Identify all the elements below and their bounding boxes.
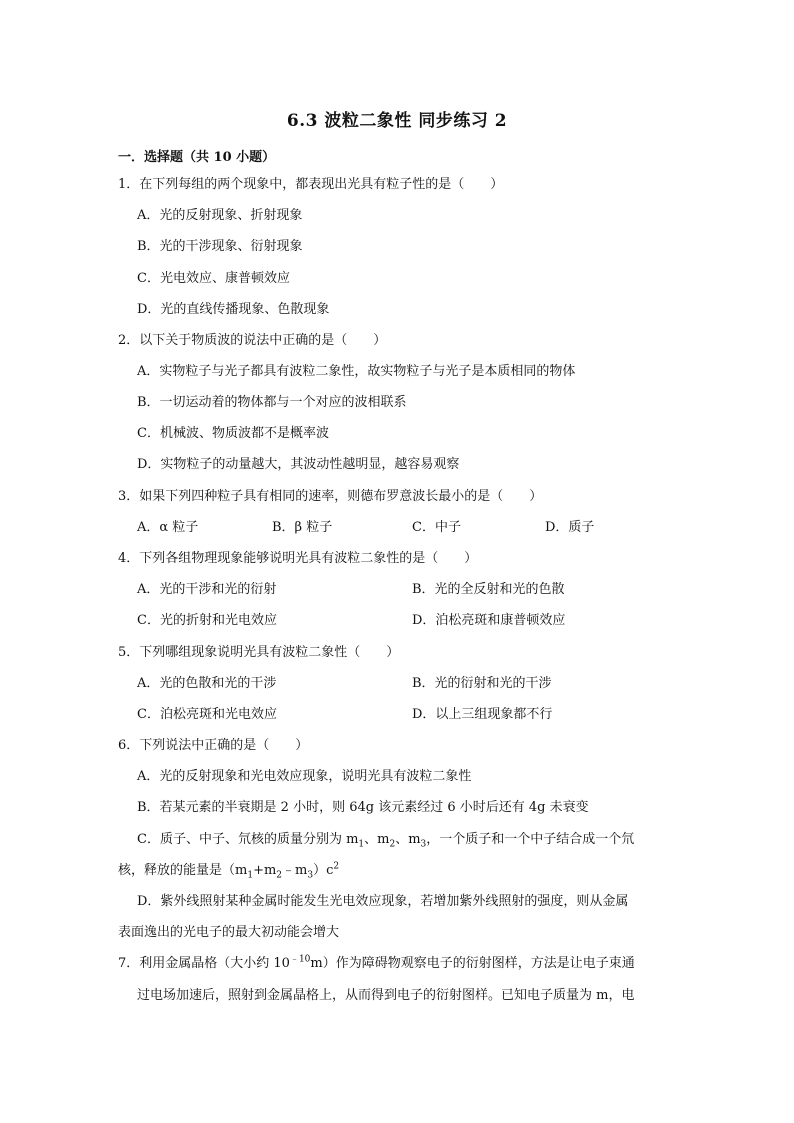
question-7-stem-line-2: 过电场加速后，照射到金属晶格上，从而得到电子的衍射图样。已知电子质量为 m，电: [137, 988, 635, 1003]
question-2-option-d: D．实物粒子的动量越大，其波动性越明显，越容易观察: [137, 457, 460, 472]
question-6-option-c-line-1: C．质子、中子、氘核的质量分别为 $m_1$、$m_2$、$m_3$，一个质子和一个中子结合成一个氘: [137, 832, 635, 850]
question-4-option-a: A．光的干涉和光的衍射: [137, 582, 277, 597]
question-3-option-c: C．中子: [412, 520, 461, 535]
question-5-option-d: D．以上三组现象都不行: [412, 707, 553, 722]
question-1-option-a: A．光的反射现象、折射现象: [137, 208, 303, 223]
question-3-option-d: D．质子: [545, 520, 595, 535]
question-6-option-d-line-1: D．紫外线照射某种金属时能发生光电效应现象，若增加紫外线照射的强度，则从金属: [137, 894, 629, 909]
section-heading: 一．选择题（共 10 小题）: [118, 150, 276, 165]
question-5-option-a: A．光的色散和光的干涉: [137, 676, 277, 691]
question-2-stem: 2．以下关于物质波的说法中正确的是（ ）: [118, 333, 387, 348]
question-3-stem: 3．如果下列四种粒子具有相同的速率，则德布罗意波长最小的是（ ）: [118, 489, 543, 504]
question-6-option-b: B．若某元素的半衰期是 2 小时，则 64g 该元素经过 6 小时后还有 4g 未衰变: [137, 800, 589, 815]
question-4-option-b: B．光的全反射和光的色散: [412, 582, 565, 597]
question-1-option-c: C．光电效应、康普顿效应: [137, 271, 290, 286]
question-2-option-b: B．一切运动着的物体都与一个对应的波相联系: [137, 395, 407, 410]
question-6-stem: 6．下列说法中正确的是（ ）: [118, 738, 309, 753]
question-2-option-c: C．机械波、物质波都不是概率波: [137, 426, 329, 441]
question-6-option-c-line-2: 核，释放的能量是$(m_1+m_2﹣m_3)c^2$: [118, 861, 340, 881]
question-3-option-b: B．β 粒子: [272, 520, 333, 535]
page-title: 6.3 波粒二象性 同步练习 2: [286, 111, 508, 131]
question-6-option-a: A．光的反射现象和光电效应现象，说明光具有波粒二象性: [137, 769, 472, 784]
question-1-option-d: D．光的直线传播现象、色散现象: [137, 302, 330, 317]
question-5-stem: 5．下列哪组现象说明光具有波粒二象性（ ）: [118, 645, 400, 660]
question-4-option-c: C．光的折射和光电效应: [137, 613, 277, 628]
question-4-option-d: D．泊松亮斑和康普顿效应: [412, 613, 566, 628]
question-3-option-a: A．α 粒子: [137, 520, 199, 535]
question-1-option-b: B．光的干涉现象、衍射现象: [137, 239, 303, 254]
question-4-stem: 4．下列各组物理现象能够说明光具有波粒二象性的是（ ）: [118, 551, 478, 566]
question-5-option-c: C．泊松亮斑和光电效应: [137, 707, 277, 722]
question-5-option-b: B．光的衍射和光的干涉: [412, 676, 552, 691]
question-7-stem-line-1: 7．利用金属晶格（大小约 $10^{﹣10}m$）作为障碍物观察电子的衍射图样，方法是让电子束通: [118, 954, 635, 971]
question-2-option-a: A．实物粒子与光子都具有波粒二象性，故实物粒子与光子是本质相同的物体: [137, 364, 576, 379]
question-1-stem: 1．在下列每组的两个现象中，都表现出光具有粒子性的是（ ）: [118, 177, 504, 192]
question-6-option-d-line-2: 表面逸出的光电子的最大初动能会增大: [118, 925, 340, 940]
